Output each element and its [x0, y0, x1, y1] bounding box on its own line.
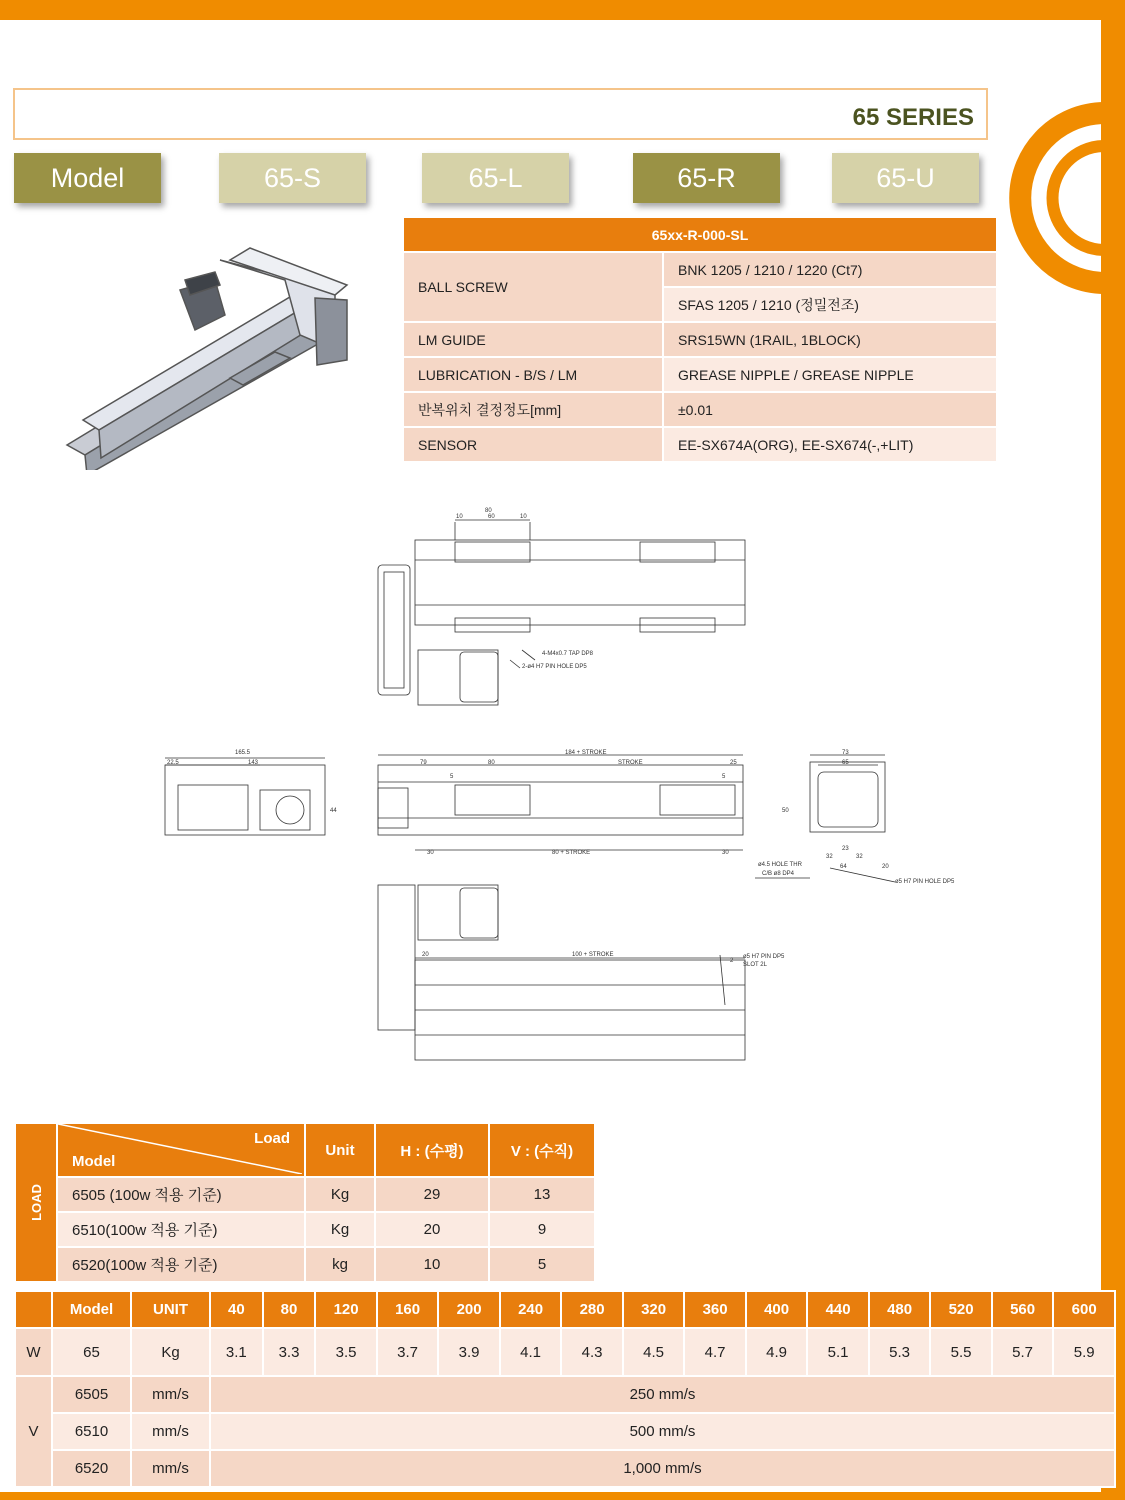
load-header-h: H : (수평): [375, 1123, 489, 1177]
dim-label: ø5 H7 PIN HOLE DP5: [895, 879, 955, 885]
v-unit: mm/s: [131, 1413, 210, 1450]
load-header-load: Load: [254, 1130, 290, 1147]
weight-value: 3.1: [210, 1328, 263, 1376]
dim-label: 79: [420, 760, 427, 766]
dim-label: 32: [856, 854, 863, 860]
stroke-header: 320: [623, 1291, 685, 1328]
load-model-header: [57, 1123, 305, 1177]
dim-label: 73: [842, 750, 849, 756]
load-h: 10: [375, 1247, 489, 1282]
v-value: 250 mm/s: [210, 1376, 1115, 1413]
load-h: 20: [375, 1212, 489, 1247]
load-model: 6510(100w 적용 기준): [57, 1212, 305, 1247]
v-unit: mm/s: [131, 1376, 210, 1413]
weight-value: 3.3: [263, 1328, 316, 1376]
spec-title: 65xx-R-000-SL: [404, 218, 996, 252]
spec-value: ±0.01: [663, 392, 996, 427]
dim-label: 2: [730, 958, 734, 964]
w-unit: Kg: [131, 1328, 210, 1376]
spec-value: SFAS 1205 / 1210 (정밀전조): [663, 287, 996, 322]
tab-65-s[interactable]: 65-S: [219, 153, 366, 203]
dim-label: 22.5: [167, 760, 179, 766]
w-row-label: W: [15, 1328, 52, 1376]
dim-label: C/B ø8 DP4: [762, 871, 795, 877]
stroke-header: 280: [561, 1291, 623, 1328]
spec-label: BALL SCREW: [404, 252, 663, 322]
stroke-header: 520: [930, 1291, 992, 1328]
load-v: 5: [489, 1247, 595, 1282]
dim-label: STROKE: [618, 760, 643, 766]
technical-drawing: [150, 500, 980, 1070]
weight-value: 4.3: [561, 1328, 623, 1376]
dim-label: 32: [826, 854, 833, 860]
stroke-header: 200: [438, 1291, 500, 1328]
v-value: 500 mm/s: [210, 1413, 1115, 1450]
load-header-model: Model: [72, 1153, 116, 1170]
weight-value: 4.7: [684, 1328, 746, 1376]
load-unit: kg: [305, 1247, 375, 1282]
dim-label: 5: [722, 774, 726, 780]
spec-label: LM GUIDE: [404, 322, 663, 357]
load-model: 6520(100w 적용 기준): [57, 1247, 305, 1282]
load-unit: Kg: [305, 1212, 375, 1247]
stroke-header: 360: [684, 1291, 746, 1328]
weight-speed-table: [14, 1290, 1116, 1488]
dim-label: 10: [520, 514, 527, 520]
stroke-header: 160: [377, 1291, 439, 1328]
dim-label: 4-M4x0.7 TAP DP8: [542, 651, 594, 657]
load-h: 29: [375, 1177, 489, 1212]
dim-label: 20: [422, 952, 429, 958]
spec-table: [404, 218, 996, 463]
v-row-label: V: [15, 1376, 52, 1487]
v-value: 1,000 mm/s: [210, 1450, 1115, 1487]
brand-logo: [990, 98, 1125, 298]
load-v: 9: [489, 1212, 595, 1247]
weight-value: 5.3: [869, 1328, 931, 1376]
load-side-label: LOAD: [15, 1123, 57, 1282]
weight-value: 4.9: [746, 1328, 808, 1376]
dim-label: 60: [488, 514, 495, 520]
spec-label: SENSOR: [404, 427, 663, 462]
spec-value: EE-SX674A(ORG), EE-SX674(-,+LIT): [663, 427, 996, 462]
dim-label: 165.5: [235, 750, 251, 756]
load-model: 6505 (100w 적용 기준): [57, 1177, 305, 1212]
dim-label: ø4.5 HOLE THR: [758, 862, 802, 868]
stroke-header: 560: [992, 1291, 1054, 1328]
dim-label: 25: [730, 760, 737, 766]
dim-label: 30: [722, 850, 729, 856]
dim-label: 184 + STROKE: [565, 750, 607, 756]
dim-label: 30: [427, 850, 434, 856]
tab-65-u[interactable]: 65-U: [832, 153, 979, 203]
tab-65-l[interactable]: 65-L: [422, 153, 569, 203]
dim-label: 65: [842, 760, 849, 766]
v-model: 6505: [52, 1376, 131, 1413]
tab-65-r[interactable]: 65-R: [633, 153, 780, 203]
dim-label: 64: [840, 864, 847, 870]
dim-label: 44: [330, 808, 337, 814]
weight-value: 3.5: [315, 1328, 377, 1376]
stroke-header: 80: [263, 1291, 316, 1328]
dim-label: 20: [882, 864, 889, 870]
w-model: 65: [52, 1328, 131, 1376]
speed-header-model: Model: [52, 1291, 131, 1328]
weight-value: 3.9: [438, 1328, 500, 1376]
weight-value: 5.7: [992, 1328, 1054, 1376]
speed-header-unit: UNIT: [131, 1291, 210, 1328]
series-header: [13, 88, 988, 140]
load-v: 13: [489, 1177, 595, 1212]
spec-value: BNK 1205 / 1210 / 1220 (Ct7): [663, 252, 996, 287]
dim-label: 143: [248, 760, 259, 766]
dim-label: 5: [450, 774, 454, 780]
weight-value: 4.5: [623, 1328, 685, 1376]
load-header-v: V : (수직): [489, 1123, 595, 1177]
spec-value: SRS15WN (1RAIL, 1BLOCK): [663, 322, 996, 357]
product-3d-image: [55, 240, 355, 470]
blank-header-cell: [15, 1291, 52, 1328]
v-unit: mm/s: [131, 1450, 210, 1487]
weight-value: 4.1: [500, 1328, 562, 1376]
weight-value: 5.9: [1053, 1328, 1115, 1376]
dim-label: 23: [842, 846, 849, 852]
v-model: 6510: [52, 1413, 131, 1450]
dim-label: 80: [485, 508, 492, 514]
v-model: 6520: [52, 1450, 131, 1487]
tab-model[interactable]: Model: [14, 153, 161, 203]
stroke-header: 440: [807, 1291, 869, 1328]
stroke-header: 40: [210, 1291, 263, 1328]
series-title: 65 SERIES: [852, 104, 974, 131]
weight-value: 5.1: [807, 1328, 869, 1376]
dim-label: 10: [456, 514, 463, 520]
dim-label: 100 + STROKE: [572, 952, 614, 958]
dim-label: 2-ø4 H7 PIN HOLE DP5: [522, 664, 587, 670]
frame-top-bar: [0, 0, 1125, 20]
load-header-unit: Unit: [305, 1123, 375, 1177]
dim-label: SLOT 2L: [743, 962, 767, 968]
dim-label: ø5 H7 PIN DP5: [743, 954, 785, 960]
frame-bottom-bar: [0, 1492, 1125, 1500]
dim-label: 50: [782, 808, 789, 814]
stroke-header: 480: [869, 1291, 931, 1328]
spec-label: 반복위치 결정정도[mm]: [404, 392, 663, 427]
spec-label: LUBRICATION - B/S / LM: [404, 357, 663, 392]
weight-value: 5.5: [930, 1328, 992, 1376]
load-unit: Kg: [305, 1177, 375, 1212]
dim-label: 80 + STROKE: [552, 850, 591, 856]
stroke-header: 120: [315, 1291, 377, 1328]
dim-label: 80: [488, 760, 495, 766]
stroke-header: 600: [1053, 1291, 1115, 1328]
stroke-header: 240: [500, 1291, 562, 1328]
stroke-header: 400: [746, 1291, 808, 1328]
load-table: [14, 1122, 596, 1283]
weight-value: 3.7: [377, 1328, 439, 1376]
spec-value: GREASE NIPPLE / GREASE NIPPLE: [663, 357, 996, 392]
